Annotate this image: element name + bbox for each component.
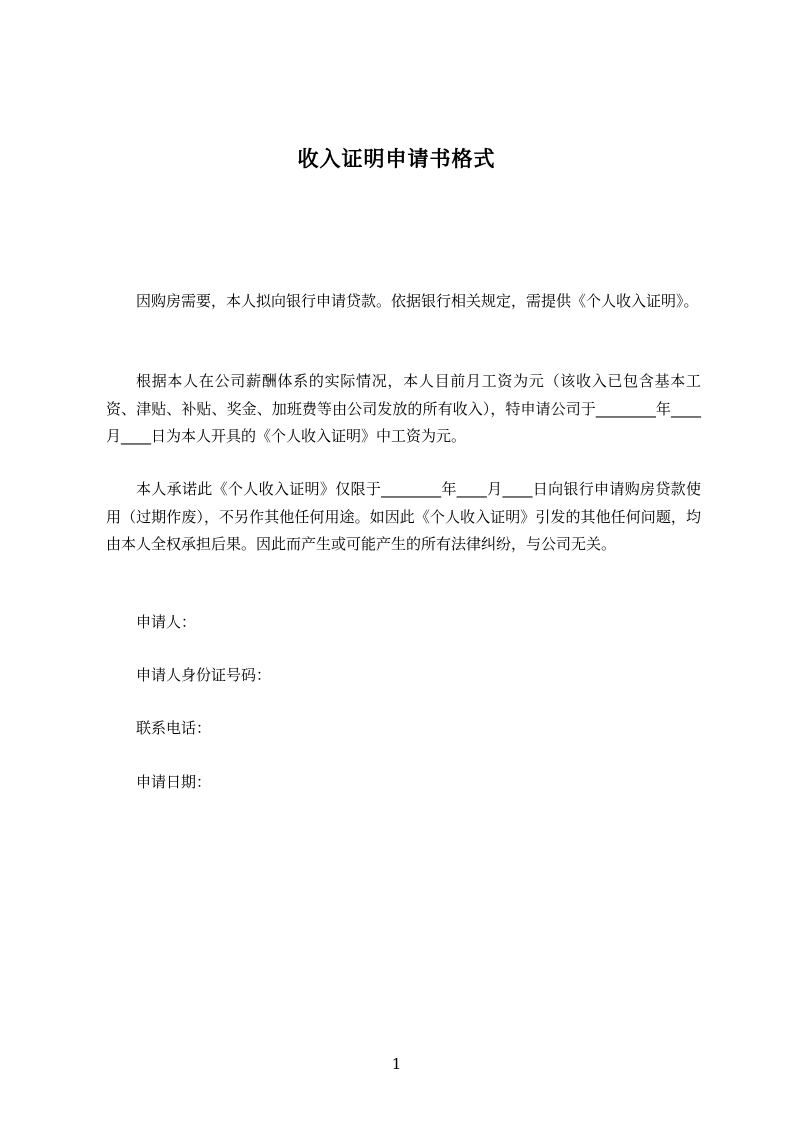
paragraph-commitment: 本人承诺此《个人收入证明》仅限于________年____月____日向银行申请购房贷款使用（过期作废），不另作其他任何用途。如因此《个人收入证明》引发的其他任何问题，均由本人全权承担后果。因此而产生或可能产生的所有法律纠纷，与公司无关。 (106, 480, 701, 553)
id-number-label: 申请人身份证号码： (136, 666, 272, 684)
paragraph-salary: 根据本人在公司薪酬体系的实际情况，本人目前月工资为元（该收入已包含基本工资、津贴、补贴、奖金、加班费等由公司发放的所有收入），特申请公司于________年____月____日为本人开具的《个人收入证明》中工资为元。 (106, 372, 701, 445)
page-number: 1 (391, 1055, 402, 1073)
date-label: 申请日期： (136, 773, 212, 791)
applicant-label: 申请人： (136, 613, 197, 631)
phone-label: 联系电话： (136, 719, 212, 737)
paragraph-purpose: 因购房需要，本人拟向银行申请贷款。依据银行相关规定，需提供《个人收入证明》。 (136, 292, 699, 310)
page-title: 收入证明申请书格式 (297, 147, 496, 171)
